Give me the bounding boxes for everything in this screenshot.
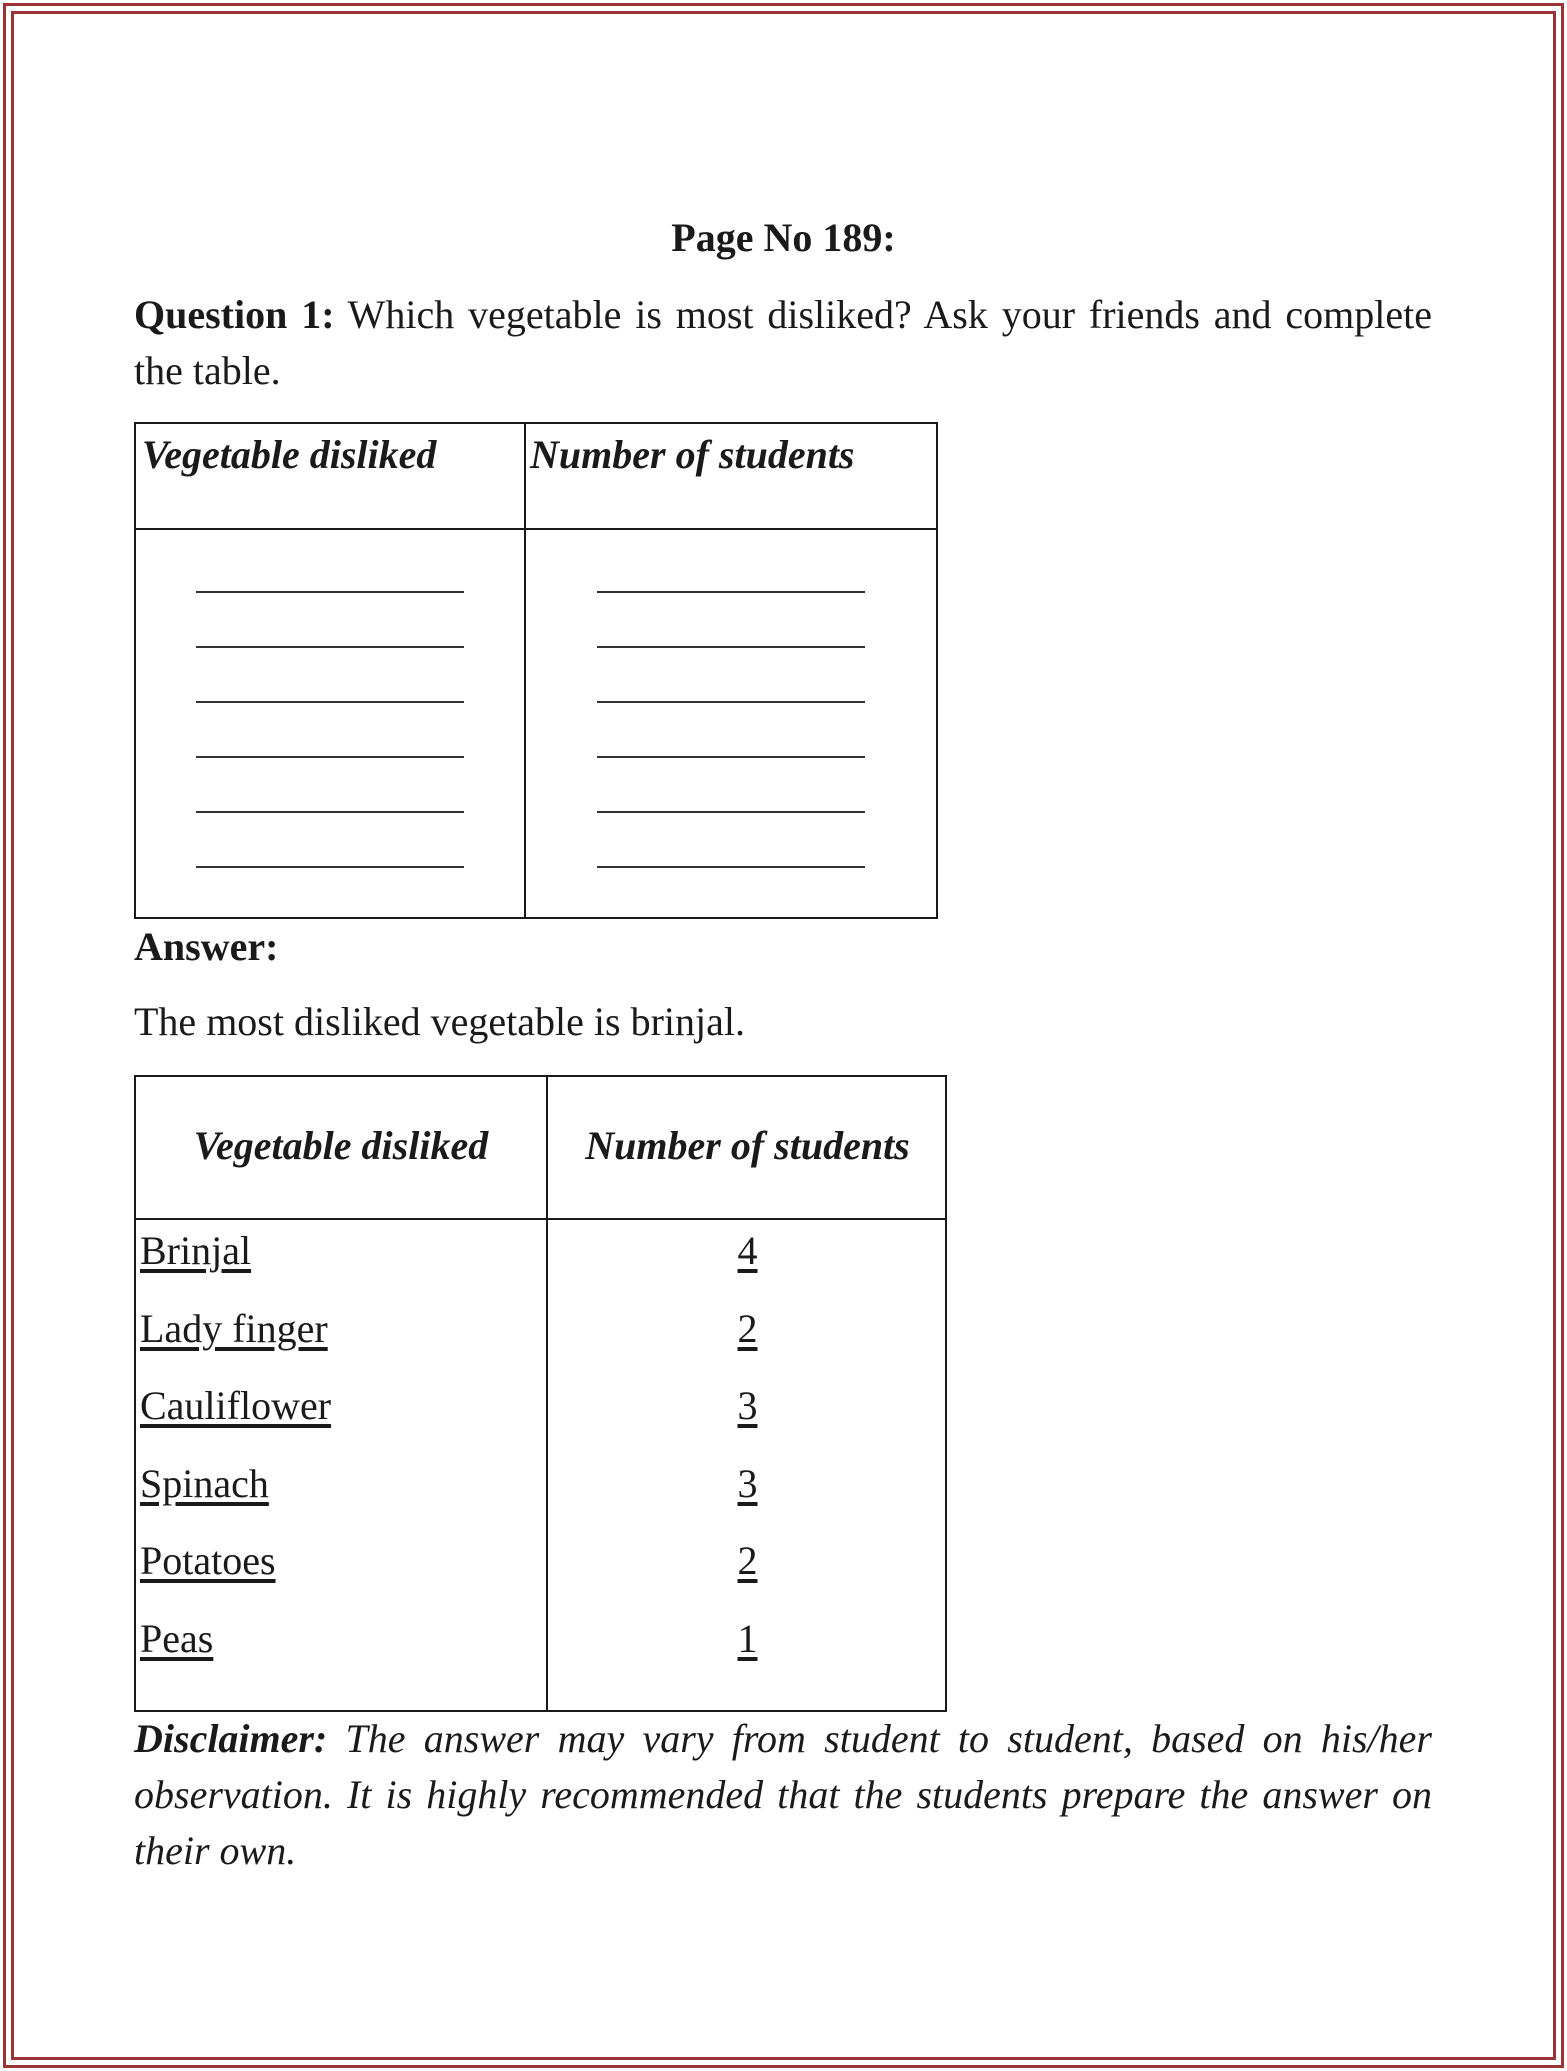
table-header-divider: [136, 1218, 945, 1220]
question-table: [134, 422, 938, 919]
blank-answer-line[interactable]: [196, 756, 464, 758]
answer-text: The most disliked vegetable is brinjal.: [134, 999, 745, 1044]
blank-answer-line[interactable]: [196, 811, 464, 813]
question-body: Which vegetable is most disliked? Ask your friends and complete the table.: [134, 292, 1432, 393]
count-cell: 3: [737, 1383, 758, 1428]
answer-table: [134, 1075, 947, 1712]
vegetable-cell: Peas: [140, 1616, 214, 1661]
table-header-divider: [136, 528, 936, 530]
header-vegetable-disliked: Vegetable disliked: [142, 432, 437, 477]
vegetable-cell: Spinach: [140, 1461, 269, 1506]
count-cell: 2: [737, 1538, 758, 1583]
table-column-divider: [524, 424, 526, 917]
disclaimer-body: The answer may vary from student to student, based on his/her observation. It is highly recommended that the students prepare the answer on their own.: [134, 1716, 1432, 1873]
count-cell: 3: [737, 1461, 758, 1506]
question-text: [134, 287, 1432, 399]
count-cell: 2: [737, 1306, 758, 1351]
blank-answer-line[interactable]: [196, 591, 464, 593]
question-label: Question 1:: [134, 292, 335, 337]
disclaimer-label: Disclaimer:: [134, 1716, 328, 1761]
vegetable-cell: Brinjal: [140, 1228, 252, 1273]
blank-answer-line[interactable]: [597, 591, 865, 593]
blank-answer-line[interactable]: [597, 756, 865, 758]
blank-answer-line[interactable]: [196, 701, 464, 703]
vegetable-cell: Lady finger: [140, 1306, 328, 1351]
blank-answer-line[interactable]: [196, 646, 464, 648]
count-cell: 1: [737, 1616, 758, 1661]
vegetable-cell: Potatoes: [140, 1538, 276, 1583]
disclaimer-text: [134, 1711, 1432, 1879]
page-title: Page No 189:: [671, 215, 896, 260]
blank-answer-line[interactable]: [597, 701, 865, 703]
answer-label: Answer:: [134, 924, 279, 969]
header-number-of-students: Number of students: [530, 432, 855, 477]
count-cell: 4: [737, 1228, 758, 1273]
header-vegetable-disliked: Vegetable disliked: [193, 1123, 489, 1168]
header-number-of-students: Number of students: [585, 1123, 910, 1168]
blank-answer-line[interactable]: [597, 646, 865, 648]
blank-answer-line[interactable]: [196, 866, 464, 868]
vegetable-cell: Cauliflower: [140, 1383, 332, 1428]
blank-answer-line[interactable]: [597, 811, 865, 813]
blank-answer-line[interactable]: [597, 866, 865, 868]
